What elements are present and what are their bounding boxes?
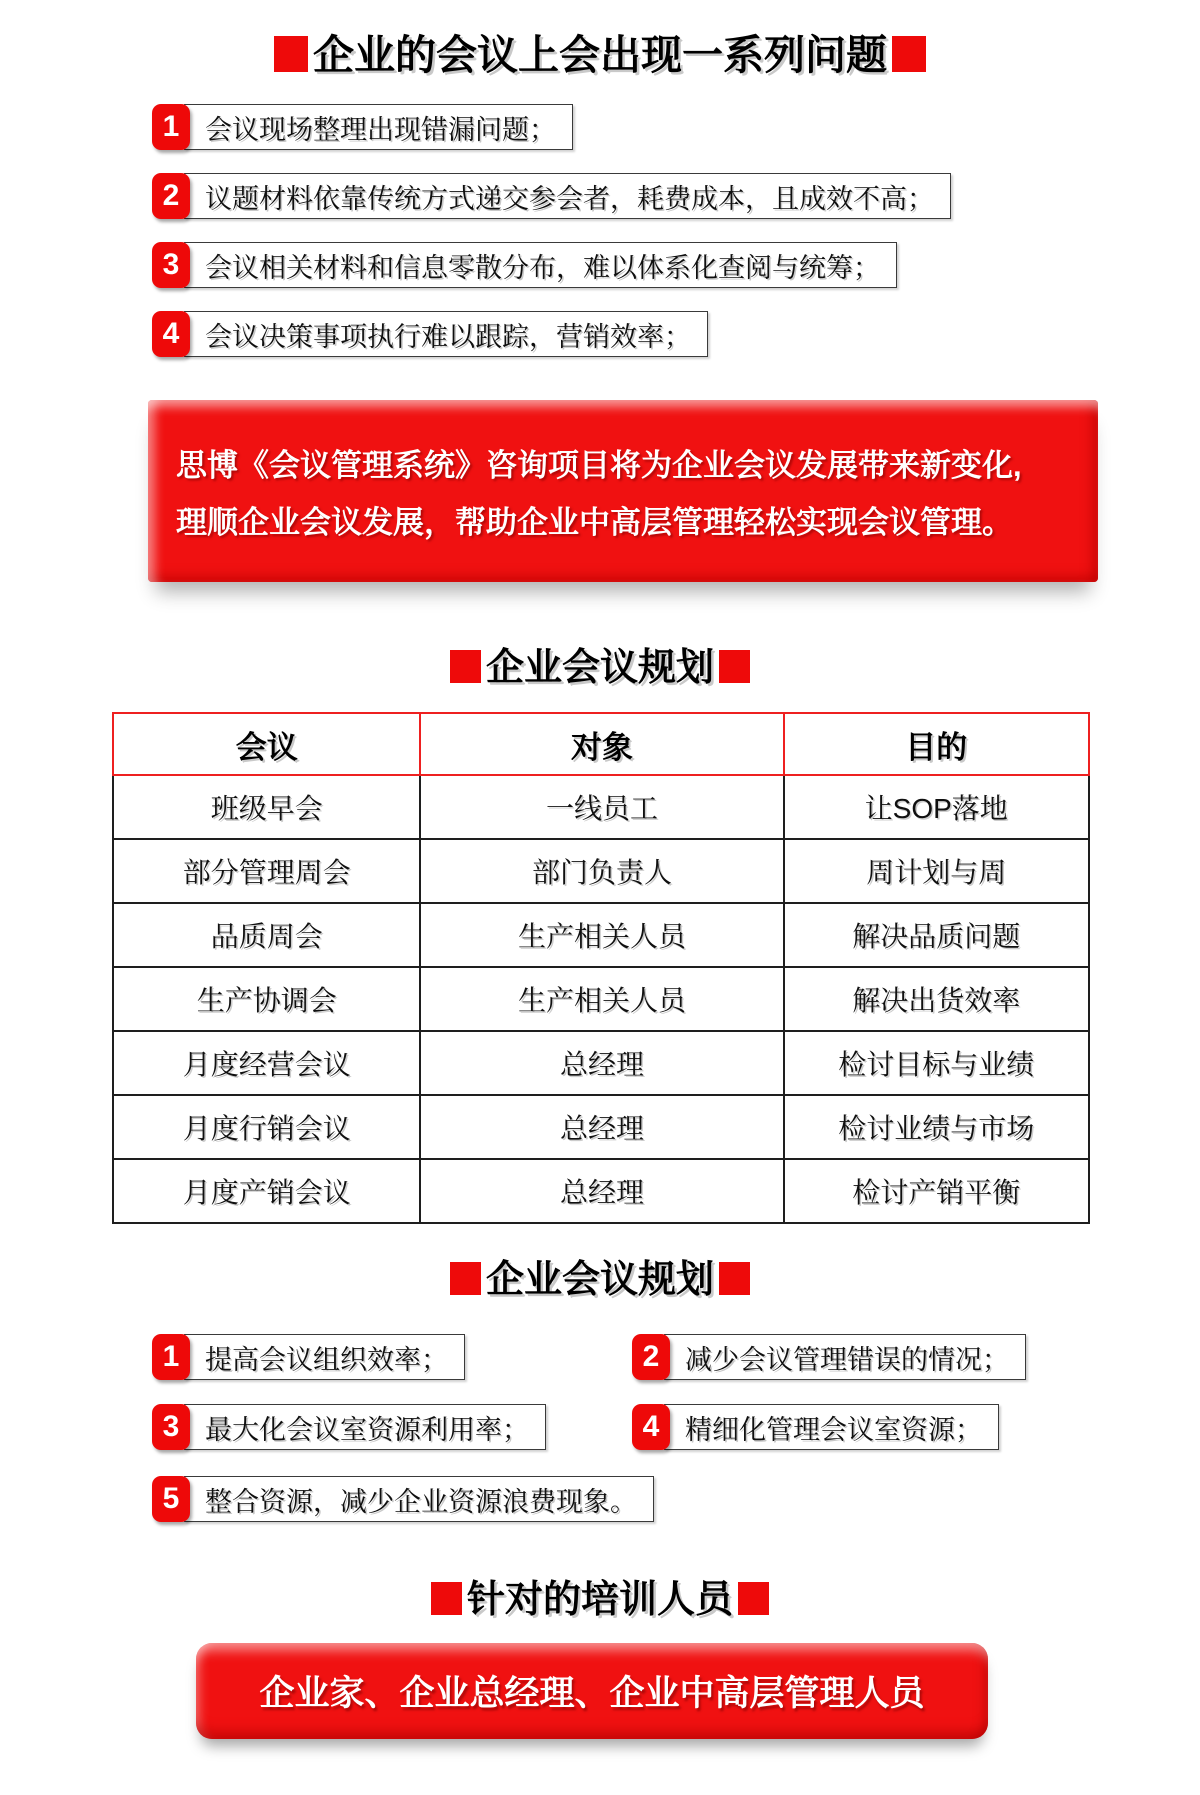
cell-meeting: 月度产销会议: [113, 1159, 420, 1223]
table-row: [113, 1031, 1089, 1095]
problem-item-2: [152, 173, 951, 219]
benefit-text: 整合资源，减少企业资源浪费现象。: [205, 1486, 637, 1517]
problem-item-3: [152, 242, 897, 288]
problem-text: 会议决策事项执行难以跟踪，营销效率；: [205, 321, 691, 352]
red-square-icon: [431, 1582, 462, 1615]
audience-banner-text: 企业家、企业总经理、企业中高层管理人员: [259, 1674, 925, 1713]
audience-title-text: 针对的培训人员: [466, 1579, 733, 1621]
benefit-text-box: [664, 1404, 999, 1450]
problem-item-1: [152, 104, 573, 150]
planning-title: [0, 636, 1200, 691]
number-badge: 5: [152, 1476, 190, 1522]
col-header-audience: 对象: [420, 713, 783, 775]
planning-title-text: 企业会议规划: [485, 647, 714, 689]
col-header-meeting: 会议: [113, 713, 420, 775]
problem-text-box: [184, 242, 897, 288]
red-square-icon: [450, 1262, 481, 1295]
number-badge: 2: [632, 1334, 670, 1380]
red-square-icon: [892, 36, 926, 72]
table-row: [113, 967, 1089, 1031]
problem-text-box: [184, 104, 573, 150]
benefit-item-5: [152, 1476, 654, 1522]
problem-item-4: [152, 311, 708, 357]
red-square-icon: [450, 650, 481, 683]
cell-meeting: 部分管理周会: [113, 839, 420, 903]
red-square-icon: [719, 1262, 750, 1295]
cell-purpose: 检讨业绩与市场: [784, 1095, 1090, 1159]
benefit-item-1: [152, 1334, 465, 1380]
audience-banner: [196, 1643, 988, 1739]
audience-title: [0, 1568, 1200, 1623]
cell-audience: 总经理: [420, 1159, 783, 1223]
problem-text: 会议相关材料和信息零散分布，难以体系化查阅与统筹；: [205, 252, 880, 283]
problem-text-box: [184, 311, 708, 357]
table-row: [113, 775, 1089, 839]
benefits-title: [0, 1248, 1200, 1303]
cell-purpose: 解决出货效率: [784, 967, 1090, 1031]
cell-audience: 一线员工: [420, 775, 783, 839]
intro-banner: [148, 400, 1098, 582]
number-badge: 2: [152, 173, 190, 219]
benefit-text-box: [184, 1476, 654, 1522]
cell-meeting: 班级早会: [113, 775, 420, 839]
cell-meeting: 品质周会: [113, 903, 420, 967]
cell-meeting: 生产协调会: [113, 967, 420, 1031]
cell-audience: 总经理: [420, 1095, 783, 1159]
benefit-text-box: [184, 1334, 465, 1380]
number-badge: 1: [152, 1334, 190, 1380]
cell-purpose: 解决品质问题: [784, 903, 1090, 967]
cell-audience: 生产相关人员: [420, 903, 783, 967]
cell-audience: 部门负责人: [420, 839, 783, 903]
benefit-text: 精细化管理会议室资源；: [685, 1414, 982, 1445]
table-header-row: [113, 713, 1089, 775]
red-square-icon: [274, 36, 308, 72]
number-badge: 3: [152, 1404, 190, 1450]
main-title-text: 企业的会议上会出现一系列问题: [313, 32, 887, 78]
benefit-item-2: [632, 1334, 1026, 1380]
benefit-item-3: [152, 1404, 546, 1450]
cell-purpose: 周计划与周: [784, 839, 1090, 903]
main-title: [0, 22, 1200, 81]
red-square-icon: [719, 650, 750, 683]
intro-banner-line2: 理顺企业会议发展，帮助企业中高层管理轻松实现会议管理。: [176, 505, 1013, 540]
problem-text-box: [184, 173, 951, 219]
col-header-purpose: 目的: [784, 713, 1090, 775]
red-square-icon: [738, 1582, 769, 1615]
planning-table: [112, 712, 1090, 1224]
cell-purpose: 检讨目标与业绩: [784, 1031, 1090, 1095]
benefit-text-box: [184, 1404, 546, 1450]
benefit-item-4: [632, 1404, 999, 1450]
table-row: [113, 1095, 1089, 1159]
benefit-text: 最大化会议室资源利用率；: [205, 1414, 529, 1445]
cell-audience: 总经理: [420, 1031, 783, 1095]
cell-purpose: 检讨产销平衡: [784, 1159, 1090, 1223]
number-badge: 3: [152, 242, 190, 288]
number-badge: 4: [152, 311, 190, 357]
problem-text: 会议现场整理出现错漏问题；: [205, 114, 556, 145]
benefit-text: 提高会议组织效率；: [205, 1344, 448, 1375]
cell-purpose: 让SOP落地: [784, 775, 1090, 839]
intro-banner-line1: 思博《会议管理系统》咨询项目将为企业会议发展带来新变化,: [176, 448, 1022, 483]
cell-meeting: 月度经营会议: [113, 1031, 420, 1095]
number-badge: 4: [632, 1404, 670, 1450]
benefit-text: 减少会议管理错误的情况；: [685, 1344, 1009, 1375]
problem-text: 议题材料依靠传统方式递交参会者，耗费成本，且成效不高；: [205, 183, 934, 214]
number-badge: 1: [152, 104, 190, 150]
cell-audience: 生产相关人员: [420, 967, 783, 1031]
table-row: [113, 1159, 1089, 1223]
table-row: [113, 839, 1089, 903]
cell-meeting: 月度行销会议: [113, 1095, 420, 1159]
table-row: [113, 903, 1089, 967]
benefit-text-box: [664, 1334, 1026, 1380]
benefits-title-text: 企业会议规划: [485, 1259, 714, 1301]
